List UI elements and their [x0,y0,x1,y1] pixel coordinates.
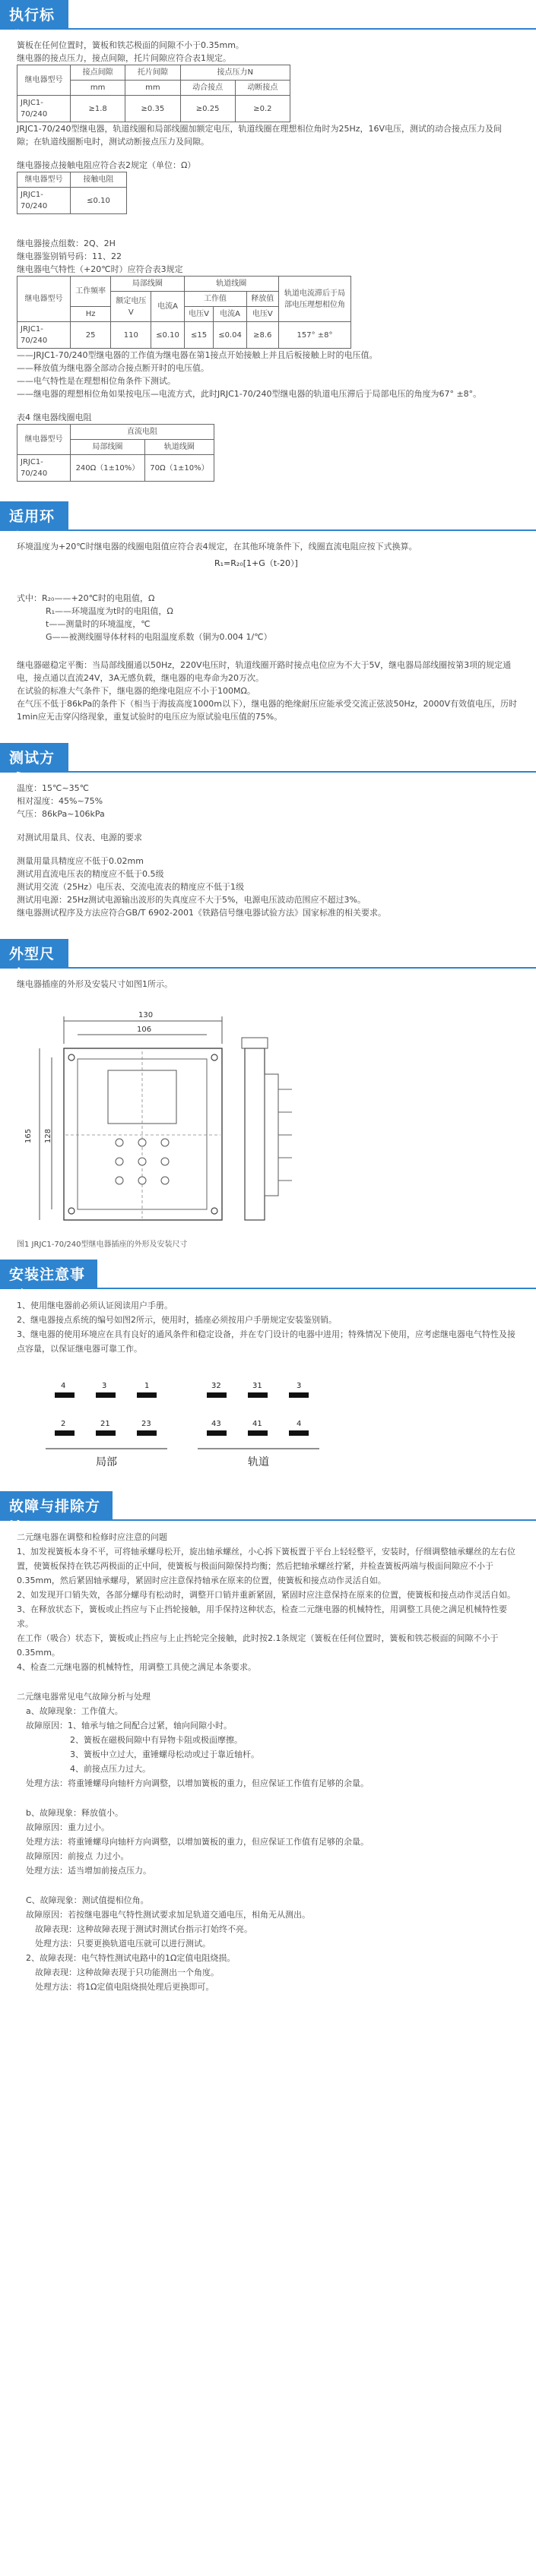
dimension-label: 130 [138,1010,154,1019]
section-test-method [0,743,536,919]
contact-number: 4 [297,1419,302,1428]
list-item: 3、簧板中立过大，重锤螺母松动或过于靠近轴杆。 [70,1749,259,1759]
paragraph: t——测量时的环境温度，℃ [46,618,151,629]
paragraph: 继电器的接点压力，接点间隙，托片间隙应符合表1规定。 [17,53,231,63]
paragraph: 继电器接点接触电阻应符合表2规定（单位：Ω） [17,160,196,170]
table-cell: ≤15 [184,322,214,349]
contact-diagram-svg [46,1371,327,1485]
contact-number: 32 [211,1381,221,1390]
contact-number: 43 [211,1419,221,1428]
section-title: 安装注意事项 [0,1260,97,1288]
table-cell: 25 [71,322,111,349]
table-header: 轨道电流滞后于局部电压理想相位角 [279,277,351,322]
contact-numbering-diagram [46,1371,327,1485]
contact-number: 3 [297,1381,302,1390]
paragraph: 环境温度为+20℃时继电器的线圈电阻值应符合表4规定，在其他环境条件下，线圈直流电阻应按下式换算。 [17,542,417,552]
table-header: 直流电阻 [71,425,214,440]
table-header [111,292,151,322]
table-cell: JRJC1-70/240 [17,188,71,214]
diagram-label-track: 轨道 [248,1456,269,1468]
dimension-label: 106 [137,1025,152,1034]
table-header: 轨道线圈 [144,440,214,455]
section-title: 故障与排除方法 [0,1491,113,1519]
table-electrical-characteristics [17,276,351,349]
list-item: 2、故障表现：电气特性测试电路中的1Ω定值电阻烧损。 [26,1952,236,1963]
paragraph: 二元继电器常见电气故障分析与处理 [17,1691,151,1702]
paragraph: JRJC1-70/240型继电器，轨道线圈和局部线圈加额定电压，轨道线圈在理想相位角时为25Hz，16V电压，测试的动合接点压力及间隙；在轨道线圈断电时，测试动断接点压力及间隙。 [17,124,503,147]
table-header: 工作频率 [71,277,111,307]
paragraph: 在气压不低于86kPa的条件下（相当于海拔高度1000m以下），继电器的绝缘耐压应能承受交流正弦波50Hz，2000V有效值电压，历时1min应无击穿闪络现象，重复试验时的电压应为原试验电压值的75%。 [17,698,518,722]
table-header: Hz [71,307,111,322]
table-header-text: 额定电压 [116,296,147,305]
table-header: 继电器型号 [17,277,71,322]
section-dimensions [0,939,536,1249]
section-title: 执行标准 [0,0,68,28]
socket-dimension-drawing [17,998,344,1249]
table-header: 局部线圈 [111,277,184,292]
paragraph: 气压：86kPa~106kPa [17,808,105,819]
table-cell: ≤0.10 [151,322,184,349]
section-title: 适用环境 [0,501,68,529]
table-cell: 70Ω（1±10%） [144,455,214,482]
table-header: 继电器型号 [17,425,71,455]
paragraph: 继电器接点组数：2Q、2H [17,239,116,248]
paragraph: 式中：R₂₀——+20℃时的电阻值，Ω [17,593,155,603]
list-item: 处理方法：将重锤螺母向轴杆方向调整，以增加簧板的重力，但应保证工作值有足够的余量。 [26,1836,369,1847]
contact-number: 31 [252,1381,262,1390]
list-item: 2、继电器接点系统的编号如图2所示，使用时，插座必须按用户手册规定安装鉴别销。 [17,1314,337,1325]
list-item: 在工作（吸合）状态下，簧板或止挡应与上止挡轮完全接触，此时按2.1条规定（簧板在任何位置时，簧板和铁芯极面的间隙不小于0.35mm。 [17,1633,499,1658]
paragraph: 测量用量具精度应不低于0.02mm [17,855,144,866]
list-item: 4、检查二元继电器的机械特性，用调整工具使之满足本条要求。 [17,1661,256,1672]
list-item: a、故障现象：工作值大。 [26,1705,123,1716]
paragraph: G——被测线圈导体材料的电阻温度系数（铜为0.004 1/℃） [46,631,272,642]
note: ——JRJC1-70/240型继电器的工作值为继电器在第1接点开始接触上并且后板接触上时的电压值。 [17,350,378,360]
section-troubleshooting [0,1491,536,1994]
list-item: C、故障现象：测试值提相位角。 [26,1895,149,1905]
table-cell: ≥0.35 [125,96,180,122]
dimension-label: 165 [24,1128,33,1143]
table-header: 接点压力N [180,65,290,81]
table-header: 接点间隙 [71,65,125,81]
table-header: 继电器型号 [17,65,71,96]
list-item: 1、加发视簧板本身不平，可将轴承螺母松开，旋出轴承螺丝，小心拆下簧板置于平台上轻轻整平，安装时，仔细调整轴承螺丝的左右位置，使簧板保持在铁芯两极面的正中间，使簧板与极面间隙保持均衡；然后把轴承螺丝拧紧，并检查簧板两端与极面间隙应不小于0.35mm，然后紧固轴承螺母，紧固时应注意保持轴承在原来的位置，使簧板和接点动作灵活自如。 [17,1546,515,1585]
paragraph: 表4 继电器线圈电阻 [17,412,92,422]
table-cell: 240Ω（1±10%） [71,455,145,482]
contact-number: 23 [141,1419,151,1428]
paragraph: 二元继电器在调整和检修时应注意的问题 [17,1531,167,1542]
section-title: 测试方式 [0,743,68,771]
paragraph: 簧板在任何位置时，簧板和铁芯极面的间隙不小于0.35mm。 [17,40,244,50]
paragraph: 继电器电气特性（+20℃时）应符合表3规定 [17,264,183,274]
contact-number: 3 [102,1381,107,1390]
paragraph: 对测试用量具、仪表、电源的要求 [17,832,142,842]
table-header: 接触电阻 [71,172,127,188]
note: ——继电器的理想相位角如果按电压—电流方式，此时JRJC1-70/240型继电器的轨道电压滞后于局部电压的角度为67° ±8°。 [17,389,482,399]
table-contact-resistance [17,172,127,214]
table-header: 继电器型号 [17,172,71,188]
list-item: 2、如发现开口销失效，各部分螺母有松动时，调整开口销并重新紧固，紧固时应注意保持在原来的位置，使簧板和接点动作灵活自如。 [17,1589,515,1600]
list-item: 故障原因：重力过小。 [26,1822,109,1832]
note: ——释放值为继电器全部动合接点断开时的电压值。 [17,363,209,373]
table-header: 电压V [184,307,214,322]
table-header: 电流A [214,307,246,322]
table-header: 动合接点 [180,81,235,96]
paragraph: 测试用电源：25Hz测试电源输出波形的失真度应不大于5%，电源电压波动范围应不超过3%。 [17,894,366,905]
paragraph: 继电器插座的外形及安装尺寸如图1所示。 [17,978,173,989]
paragraph: 继电器鉴别销号码：11、22 [17,251,122,261]
list-item: 故障原因：若按继电器电气特性测试要求加足轨道交通电压，相角无从测出。 [26,1909,310,1920]
table-cell: ≥0.25 [180,96,235,122]
paragraph: R₁——环境温度为t时的电阻值，Ω [46,605,173,616]
dimension-label: 128 [44,1128,52,1143]
formula: R₁=R₂₀[1+G（t-20）] [214,558,298,568]
table-cell: 110 [111,322,151,349]
paragraph: 温度：15℃~35℃ [17,782,89,793]
contact-number: 1 [144,1381,150,1390]
socket-drawing-svg [17,998,344,1234]
table-header: mm [125,81,180,96]
list-item: 4、前接点压力过大。 [70,1763,151,1774]
section-title: 外型尺寸 [0,939,68,967]
table-header: 轨道线圈 [184,277,278,292]
table-cell: ≥8.6 [246,322,278,349]
table-cell: JRJC1-70/240 [17,455,71,482]
table-coil-resistance [17,424,214,482]
diagram-label-local: 局部 [96,1456,117,1468]
table-cell: JRJC1-70/240 [17,322,71,349]
table-header: 释放值 [246,292,278,307]
table-header: mm [71,81,125,96]
table-header: 工作值 [184,292,246,307]
paragraph: 继电器磁稳定平衡：当局部线圈通以50Hz，220V电压时，轨道线圈开路时接点电位应为不大于5V，继电器局部线圈按第3项的规定通电，接点通以直流24V，3A无感负载，继电器的电寿命为20万次。 [17,659,512,683]
list-item: 故障原因：前接点 力过小。 [26,1851,129,1861]
list-item: 2、簧板在磁极间隙中有异物卡阻或极面摩擦。 [70,1734,243,1745]
table-cell: 157° ±8° [279,322,351,349]
list-item: 故障原因：1、轴承与轴之间配合过紧，轴向间隙小时。 [26,1720,232,1731]
table-header-unit: V [128,308,134,317]
list-item: 故障表现：这种故障表现于只功能测出一个角度。 [35,1967,219,1977]
list-item: b、故障现象：释放值小。 [26,1807,123,1818]
table-cell: ≤0.04 [214,322,246,349]
list-item: 故障表现：这种故障表现于测试时测试台指示打始终不亮。 [35,1923,252,1934]
table-cell: ≥0.2 [235,96,290,122]
table-cell: JRJC1-70/240 [17,96,71,122]
paragraph: 测试用交流（25Hz）电压表、交流电流表的精度应不低于1级 [17,881,245,892]
section-installation [0,1260,536,1485]
list-item: 3、在释放状态下，簧板或止挡应与下止挡轮接触，用手保持这种状态，检查二元继电器的机械特性，用调整工具使之满足机械特性要求。 [17,1604,507,1629]
list-item: 3、继电器的使用环境应在具有良好的通风条件和稳定设备，并在专门设计的电器中进用；特殊情况下使用，应考虑继电器电气特性及接点容量，以保证继电器可靠工作。 [17,1329,515,1354]
table-header: 电压V [246,307,278,322]
section-execution-standard [0,0,536,482]
paragraph: 相对湿度：45%~75% [17,795,103,806]
contact-number: 41 [252,1419,262,1428]
table-header: 托片间隙 [125,65,180,81]
paragraph: 继电器测试程序及方法应符合GB/T 6902-2001《铁路信号继电器试验方法》国家标准的相关要求。 [17,907,386,918]
table-header: 电流A [151,292,184,322]
figure-caption: 图1 JRJC1-70/240型继电器插座的外形及安装尺寸 [17,1240,188,1249]
table-header: 局部线圈 [71,440,145,455]
list-item: 处理方法：只要更换轨道电压就可以进行测试。 [35,1938,211,1949]
paragraph: 测试用直流电压表的精度应不低于0.5级 [17,868,164,879]
note: ——电气特性是在理想相位角条件下测试。 [17,376,176,386]
section-header-bar [0,1260,536,1304]
paragraph: 在试验的标准大气条件下，继电器的绝缘电阻应不小于100MΩ。 [17,685,255,696]
section-environment [0,501,536,723]
section-header-bar [0,1491,536,1536]
contact-number: 4 [61,1381,66,1390]
list-item: 处理方法：适当增加前接点压力。 [26,1865,151,1876]
table-contact-gap [17,65,290,122]
contact-number: 21 [100,1419,110,1428]
table-cell: ≤0.10 [71,188,127,214]
contact-number: 2 [61,1419,66,1428]
list-item: 处理方法：将1Ω定值电阻烧损处理后更换即可。 [35,1981,214,1992]
table-cell: ≥1.8 [71,96,125,122]
table-header: 动断接点 [235,81,290,96]
list-item: 处理方法：将重锤螺母向轴杆方向调整，以增加簧板的重力，但应保证工作值有足够的余量。 [26,1778,369,1788]
list-item: 1、使用继电器前必须认证阅读用户手册。 [17,1300,173,1310]
